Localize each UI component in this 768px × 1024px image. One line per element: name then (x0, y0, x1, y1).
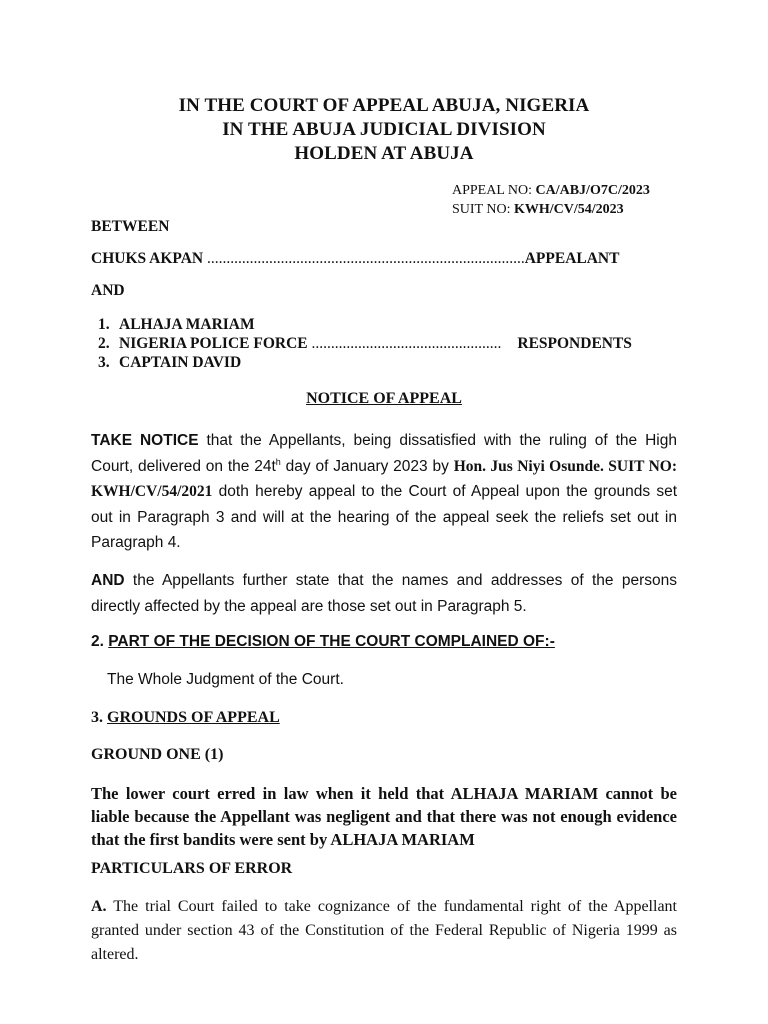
ground-one-heading: GROUND ONE (1) (91, 746, 224, 763)
section-3-heading (91, 709, 280, 727)
respondent-item (98, 334, 632, 353)
respondent-number: 1. (98, 316, 110, 333)
appellant-line (91, 250, 619, 268)
ground-one-text: The lower court erred in law when it held that ALHAJA MARIAM cannot be liable because the Appellant was negligent and that there was not enough evidence that the first bandits were sent by ALHAJA MARIAM (91, 784, 677, 849)
particulars-heading: PARTICULARS OF ERROR (91, 860, 293, 877)
appeal-number-label: APPEAL NO: (452, 183, 536, 198)
para1-text-2: day of January 2023 by (280, 457, 454, 475)
para1-text-1: that the Appellants, being dissatisfied with the ruling of the High Court, delivered on the 24t (91, 432, 677, 475)
and-paragraph (91, 568, 677, 619)
notice-title: NOTICE OF APPEAL (306, 390, 462, 407)
section-3-number: 3. (91, 709, 107, 726)
particular-a-text: The trial Court failed to take cognizance of the fundamental right of the Appellant granted under section 43 of the Constitution of the Federal Republic of Nigeria 1999 as altered. (91, 898, 677, 963)
respondent-item (98, 315, 632, 334)
respondents-list (98, 315, 632, 372)
and-label: AND (91, 282, 125, 299)
suit-number-value: KWH/CV/54/2023 (513, 202, 624, 217)
respondent-dots: ................................................. (311, 335, 502, 352)
particular-a (91, 895, 677, 967)
section-2-body: The Whole Judgment of the Court. (107, 671, 344, 688)
para2-text: the Appellants further state that the names and addresses of the persons directly affected by the appeal are those set out in Paragraph 5. (91, 572, 677, 615)
respondent-name: ALHAJA MARIAM (119, 316, 255, 333)
respondent-item (98, 353, 632, 372)
respondent-name: CAPTAIN DAVID (119, 354, 242, 371)
appellant-dots: .................................................................................. (206, 250, 525, 267)
appellant-role: APPEALANT (524, 250, 620, 267)
section-3-title: GROUNDS OF APPEAL (107, 709, 280, 726)
court-title-line-3: HOLDEN AT ABUJA (294, 143, 474, 164)
para1-text-3: doth hereby appeal to the Court of Appeal upon the grounds set out in Paragraph 3 and will at the hearing of the appeal seek the reliefs set out in Paragraph 4. (91, 483, 677, 551)
appeal-number (452, 183, 650, 199)
section-2-title: PART OF THE DECISION OF THE COURT COMPLAINED OF:- (108, 633, 555, 650)
between-label: BETWEEN (91, 218, 170, 235)
and-lead: AND (91, 572, 125, 589)
judge-and-suit: Hon. Jus Niyi Osunde. SUIT NO: KWH/CV/54/2021 (91, 457, 678, 500)
respondent-name: NIGERIA POLICE FORCE (119, 335, 312, 352)
take-notice-lead: TAKE NOTICE (91, 432, 199, 449)
particular-a-label: A. (91, 898, 107, 915)
appeal-number-value: CA/ABJ/O7C/2023 (535, 183, 650, 198)
respondent-number: 3. (98, 354, 110, 371)
take-notice-paragraph (91, 428, 677, 556)
court-title-line-2: IN THE ABUJA JUDICIAL DIVISION (222, 119, 546, 140)
respondents-role: RESPONDENTS (517, 335, 632, 352)
appellant-name: CHUKS AKPAN (91, 250, 207, 267)
section-2-number: 2. (91, 633, 109, 650)
respondent-number: 2. (98, 335, 110, 352)
court-title-line-1: IN THE COURT OF APPEAL ABUJA, NIGERIA (178, 95, 590, 116)
section-2-heading (91, 633, 555, 651)
ordinal-suffix: h (275, 456, 281, 467)
suit-number (452, 202, 624, 218)
suit-number-label: SUIT NO: (452, 202, 514, 217)
